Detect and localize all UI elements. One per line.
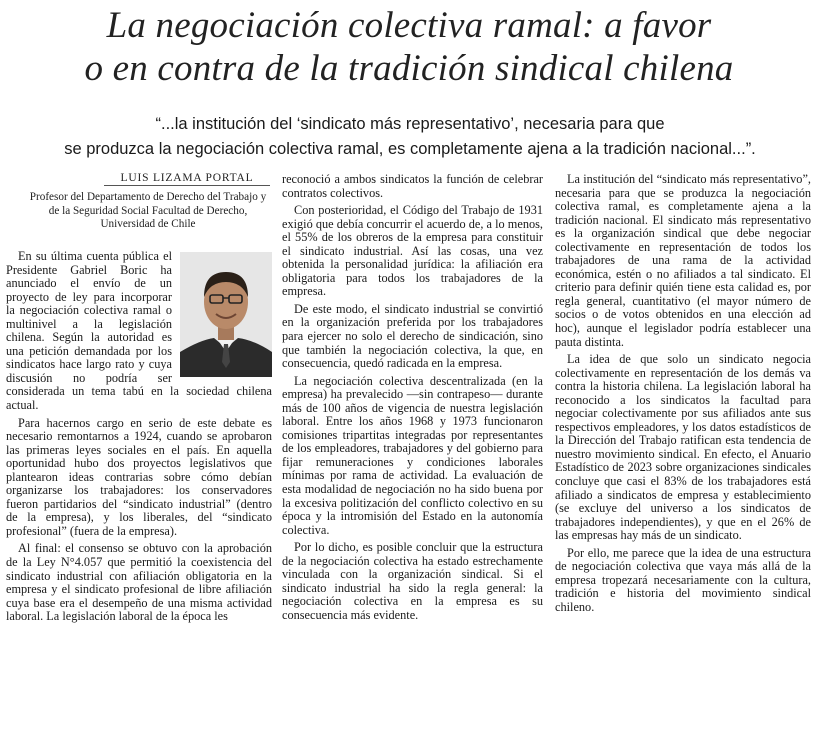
article-column-1 — [6, 250, 272, 628]
pull-quote-line-1: “...la institución del ‘sindicato más representativo’, necesaria para que — [155, 115, 665, 133]
paragraph: Por ello, me parece que la idea de una estructura de negociación colectiva que vaya más allá de la empresa tropezará necesariamente con la cultura, tradición e historia del movimiento sindical chileno. — [555, 545, 811, 614]
author-credentials: Profesor del Departamento de Derecho del Trabajo y de la Seguridad Social Facultad de Derecho, Universidad de Chile — [29, 191, 267, 231]
paragraph: La institución del “sindicato más representativo”, necesaria para que se produzca la negociación colectiva ramal, es completamente ajena a la tradición nacional. El sindicato más representativo es la organización sindical que debe negociar colectivamente en representación de todos los trabajadores de una rama de la actividad económica, estén o no afiliados a tal sindicato. El criterio para definir quién tiene esta calidad es, por regla general, cuantitativo (el mayor número de socios o de votos obtenidos en una elección ad hoc), aunque el legislador podría establecer una pauta distinta. — [555, 172, 811, 349]
paragraph: La negociación colectiva descentralizada (en la empresa) ha prevalecido —sin contrapeso— durante más de 100 años de vigencia de nuestra legislación laboral. Entre los años 1968 y 1973 funcionaron comisiones tripartitas integradas por representantes de los empleadores, trabajadores y del gobierno para fijar remuneraciones y condiciones laborales mínimas por rama de actividad. La evaluación de esta modalidad de negociación no ha sido buena por la excesiva politización del conflicto colectivo en su época y la intromisión del Estado en la autonomía colectiva. — [282, 373, 543, 537]
headline-line-2: o en contra de la tradición sindical chilena — [84, 48, 734, 89]
paragraph: Para hacernos cargo en serio de este debate es necesario remontarnos a 1924, cuando se aprobaron las primeras leyes sociales en el país. En aquella oportunidad hubo dos proyectos legislativos que plantearon ideas contrarias sobre cómo debían organizarse los trabajadores: los conservadores fueron partidarios del “sindicato industrial” (dentro de la empresa), y los liberales, del “sindicato profesional” (fuera de la empresa). — [6, 415, 272, 538]
paragraph: Con posterioridad, el Código del Trabajo de 1931 exigió que debía concurrir el acuerdo de, a lo menos, el 55% de los obreros de la empresa para constituir el sindicato industrial. Así las cosas, una vez obtenida la personalidad jurídica: la afiliación era obligatoria para todos los trabajadores de la empresa. — [282, 203, 543, 299]
paragraph: reconoció a ambos sindicatos la función de celebrar contratos colectivos. — [282, 172, 543, 200]
article-column-2 — [282, 173, 543, 627]
article-column-3 — [555, 173, 811, 619]
pull-quote — [30, 112, 790, 162]
paragraph: En su última cuenta pública el Presidente Gabriel Boric ha anunciado el envío de un proyecto de ley para incorporar la negociación colectiva ramal o multinivel a la legislación chilena. Según la autoridad es una petición demandada por los sindicatos hace largo rato y cuya discusión no podría ser considerada un tema tabú en la sociedad chilena actual. — [6, 249, 272, 413]
paragraph: La idea de que solo un sindicato negocia colectivamente en representación de los demás va contra la historia chilena. La legislación laboral ha reconocido a los sindicatos la facultad para negociar colectivamente por sus afiliados ante sus respectivos empleadores, y los datos estadísticos de la Dirección del Trabajo ratifican esta tendencia de nuestro movimiento sindical. En efecto, el Anuario Estadístico de 2023 sobre organizaciones sindicales concluye que casi el 83% de los trabajadores está afiliado a sindicatos de empresa y establecimiento (se excluye del universo a los sindicatos de trabajadores independientes), y que en el 26% de las empresas hay más de un sindicato. — [555, 352, 811, 543]
paragraph: Al final: el consenso se obtuvo con la aprobación de la Ley N°4.057 que permitió la coexistencia del sindicato industrial con afiliación obligatoria en la empresa y el sindicato profesional de libre afiliación cuya base era el desempeño de una misma actividad laboral. La legislación laboral de la época les — [6, 541, 272, 624]
pull-quote-line-2: se produzca la negociación colectiva ramal, es completamente ajena a la tradición nacional...”. — [64, 140, 756, 158]
author-photo — [180, 252, 272, 377]
paragraph: De este modo, el sindicato industrial se convirtió en la organización preferida por los trabajadores para ejercer no solo el derecho de sindicación, sino que también la negociación colectiva, la que, en consecuencia, quedó radicada en la empresa. — [282, 301, 543, 371]
paragraph: Por lo dicho, es posible concluir que la estructura de la negociación colectiva ha estado estrechamente vinculada con la organización sindical. Si el sindicato industrial ha sido la regla general: la negociación colectiva en la empresa es su consecuencia más evidente. — [282, 540, 543, 622]
author-name: LUIS LIZAMA PORTAL — [104, 172, 270, 186]
headline-line-1: La negociación colectiva ramal: a favor — [106, 5, 712, 46]
headline — [0, 4, 818, 90]
